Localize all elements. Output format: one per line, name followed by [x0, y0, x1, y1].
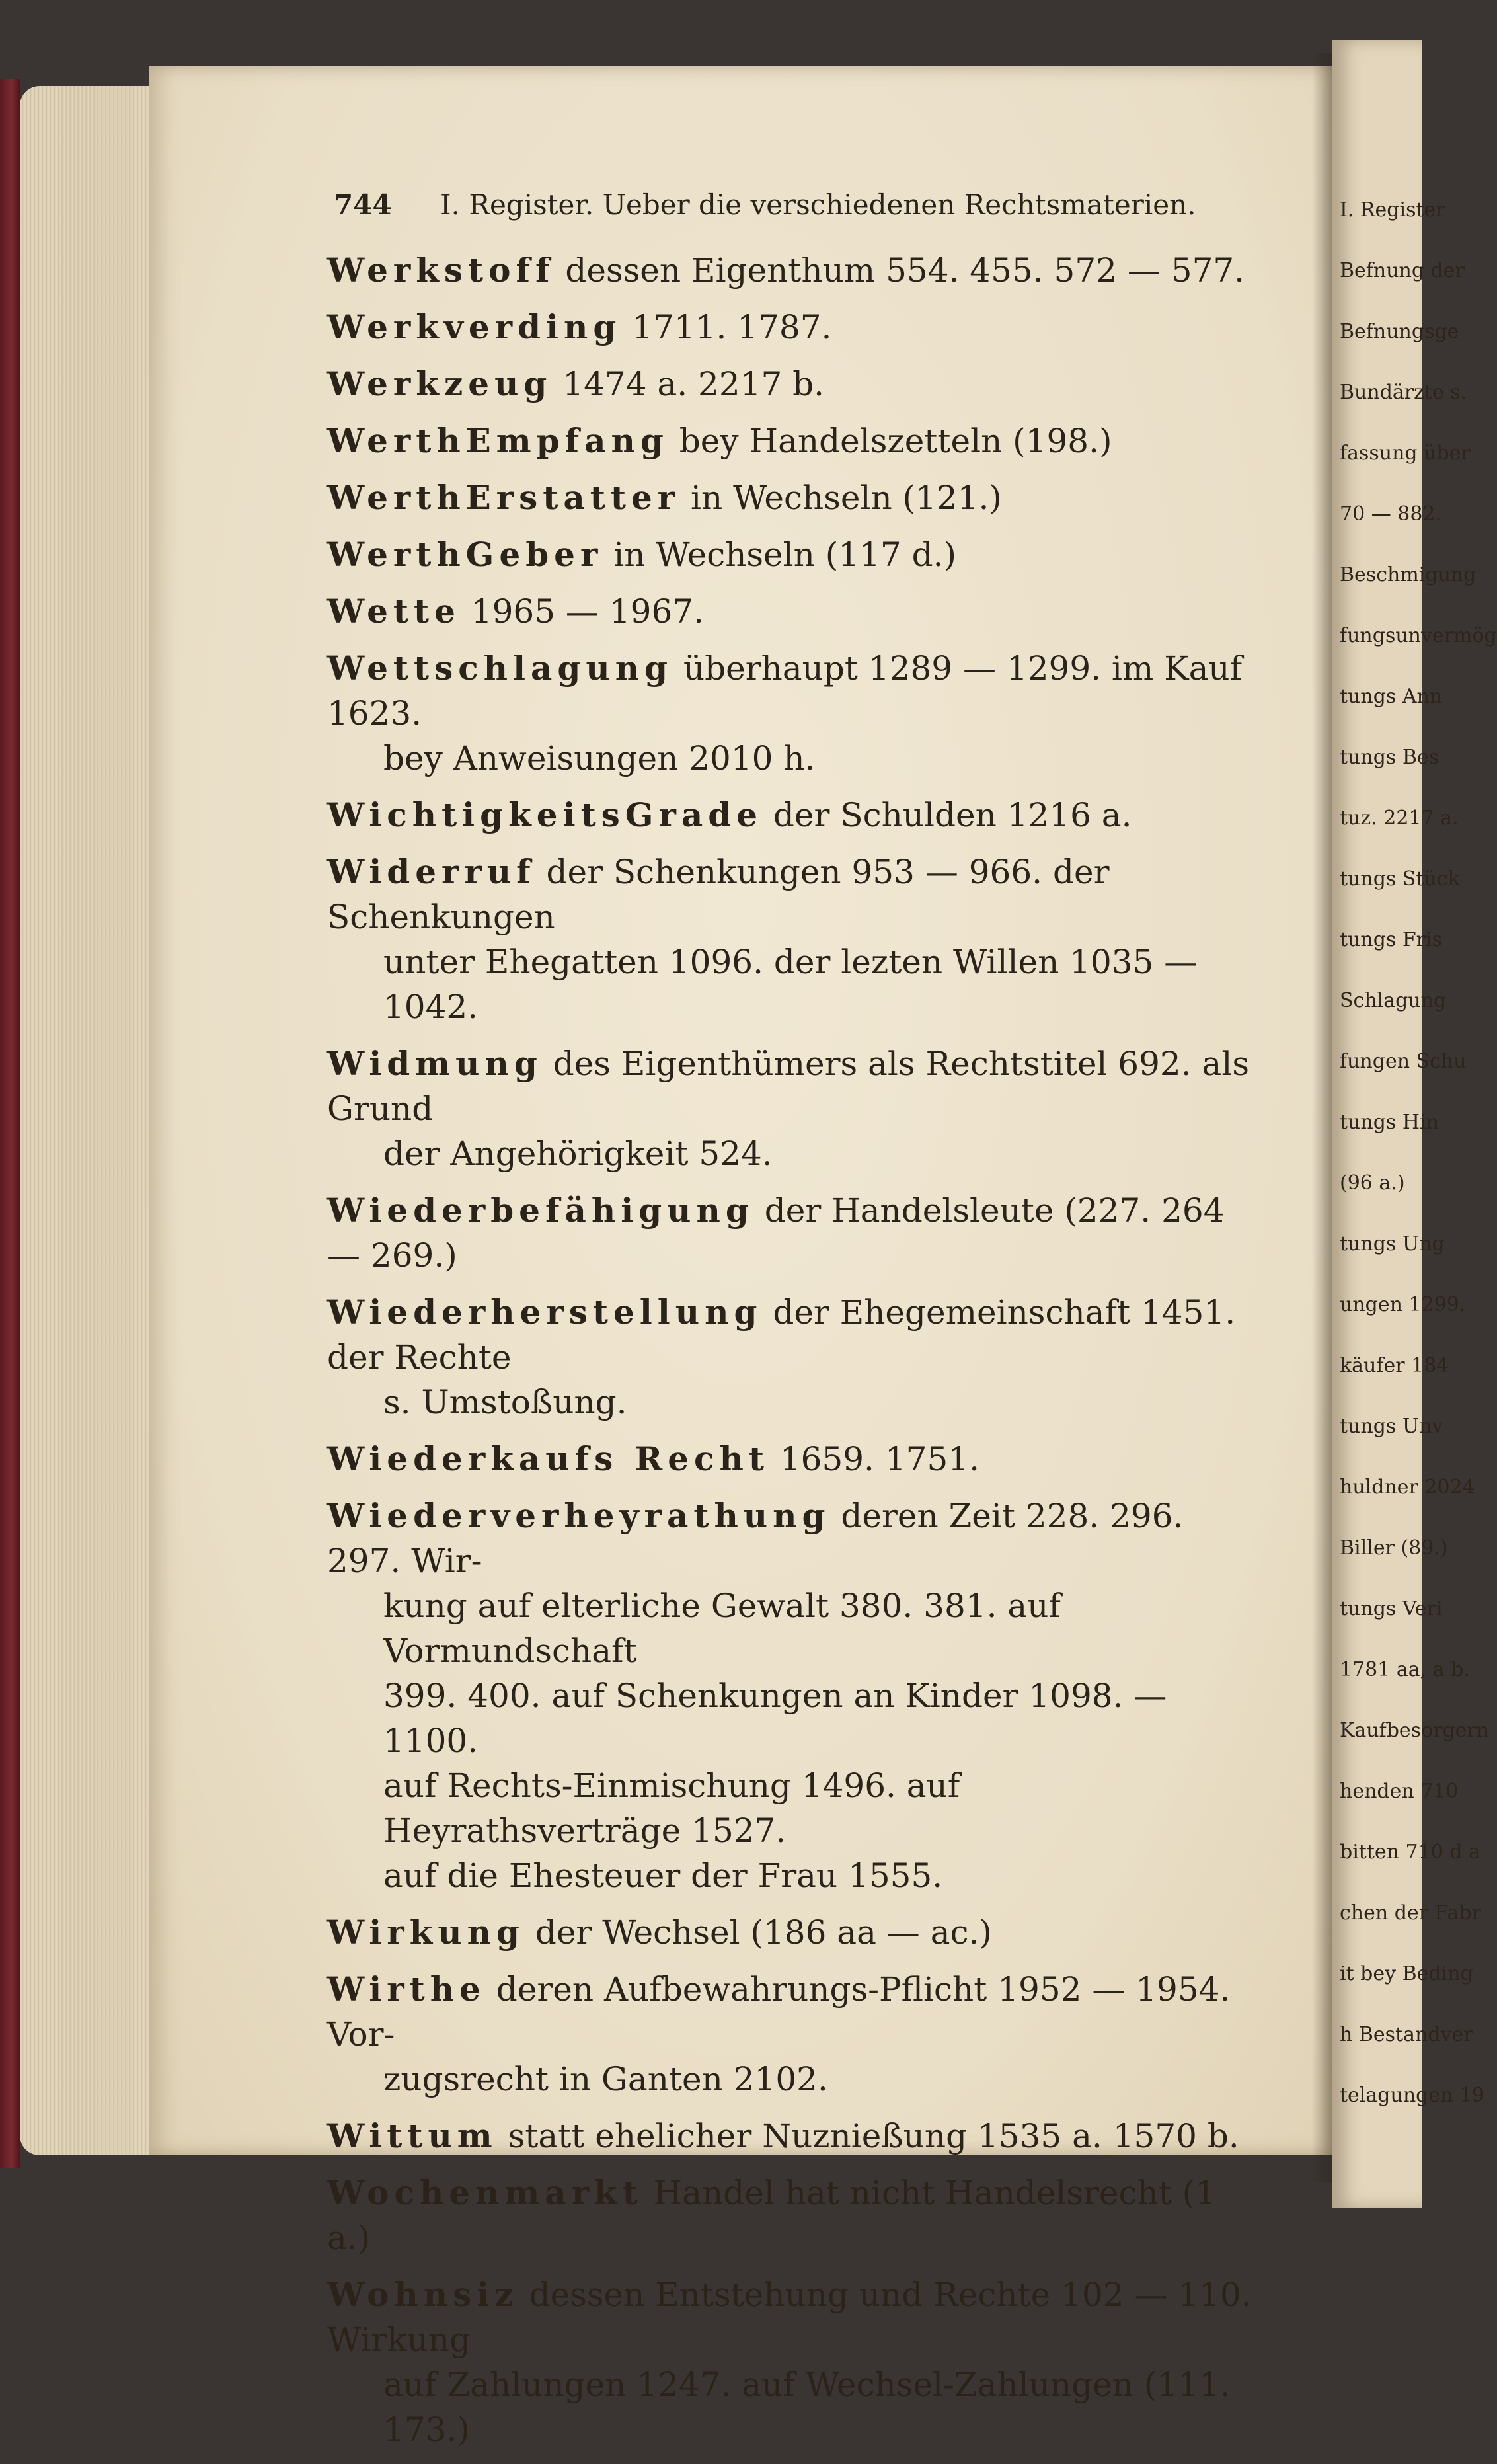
- entry-text: der Ehegemeinschaft 1451. der Rechte: [327, 1293, 1236, 1376]
- entry-continuation: 399. 400. auf Schenkungen an Kinder 1098. — 1100.: [383, 1677, 1167, 1760]
- entry-text: der Handelsleute (227. 264 — 269.): [327, 1191, 1225, 1275]
- right-page-text-fragment: 1781 aa, a b.: [1340, 1658, 1470, 1681]
- entry-text: 1711. 1787.: [621, 308, 832, 346]
- entry-continuation: auf die Ehesteuer der Frau 1555.: [383, 1856, 943, 1895]
- right-page-text-fragment: bitten 710 d a: [1340, 1841, 1480, 1864]
- entry-lemma: Wettschlagung: [327, 649, 673, 688]
- index-entry: [327, 1967, 1266, 2102]
- index-entry: [327, 850, 1266, 1029]
- entry-text: in Wechseln (117 d.): [603, 536, 956, 574]
- right-page-text-fragment: tungs Unv: [1340, 1415, 1443, 1438]
- entry-continuation: auf Zahlungen 1247. auf Wechsel-Zahlungen (111. 173.): [383, 2365, 1231, 2449]
- entry-text: des Eigenthümers als Rechtstitel 692. als Grund: [327, 1045, 1249, 1128]
- index-entry: [327, 589, 1266, 634]
- right-page-text-fragment: fungsunvermög: [1340, 624, 1497, 647]
- index-entry: [327, 362, 1266, 407]
- entry-lemma: Wittum: [327, 2116, 498, 2155]
- right-page-text-fragment: h Bestandver: [1340, 2023, 1473, 2046]
- index-entries: [327, 248, 1266, 2464]
- index-entry: [327, 305, 1266, 350]
- entry-lemma: Widerruf: [327, 852, 536, 891]
- entry-text: der Schulden 1216 a.: [763, 796, 1132, 834]
- page-number: 744: [334, 188, 392, 221]
- right-page-text-fragment: (96 a.): [1340, 1172, 1405, 1195]
- right-page-text-fragment: tungs Hin: [1340, 1111, 1439, 1134]
- right-page-text-fragment: Befnung der: [1340, 259, 1465, 282]
- index-entry: [327, 646, 1266, 781]
- right-page-text-fragment: henden 710: [1340, 1780, 1459, 1803]
- entry-lemma: Widmung: [327, 1044, 543, 1083]
- index-entry: [327, 1493, 1266, 1898]
- index-entry: [327, 532, 1266, 577]
- entry-continuation: unter Ehegatten 1096. der lezten Willen 1035 — 1042.: [383, 943, 1198, 1026]
- entry-lemma: Wiederverheyrathung: [327, 1496, 831, 1535]
- right-page-text-fragment: I. Register: [1340, 198, 1445, 221]
- entry-text: deren Zeit 228. 296. 297. Wir-: [327, 1497, 1184, 1580]
- index-entry: [327, 2170, 1266, 2260]
- index-entry: [327, 2272, 1266, 2452]
- entry-lemma: Wirkung: [327, 1913, 525, 1952]
- right-page-text-fragment: tungs Ann: [1340, 685, 1443, 708]
- entry-lemma: Wette: [327, 592, 461, 631]
- entry-text: 1474 a. 2217 b.: [552, 365, 825, 403]
- entry-text: der Wechsel (186 aa — ac.): [524, 1913, 992, 1952]
- page-edges: [20, 86, 152, 2155]
- right-page-text-fragment: Biller (89.): [1340, 1536, 1448, 1560]
- entry-text: bey Handelszetteln (198.): [668, 422, 1112, 460]
- right-page-text-fragment: Kaufbesorgern: [1340, 1719, 1490, 1742]
- entry-lemma: Wochenmarkt: [327, 2173, 643, 2212]
- right-page-text-fragment: huldner 2024: [1340, 1476, 1475, 1499]
- entry-lemma: Werkstoff: [327, 251, 555, 290]
- right-page-text-fragment: chen der Fabr: [1340, 1901, 1481, 1925]
- book-binding: [0, 79, 20, 2168]
- entry-text: dessen Eigenthum 554. 455. 572 — 577.: [555, 251, 1245, 290]
- index-entry: [327, 248, 1266, 293]
- entry-lemma: Wiederkaufs Recht: [327, 1439, 769, 1478]
- entry-continuation: zugsrecht in Ganten 2102.: [383, 2060, 828, 2098]
- right-page-text-fragment: fungen Schu: [1340, 1050, 1467, 1073]
- right-page-text-fragment: tungs Fris: [1340, 928, 1442, 951]
- right-page-text-fragment: Befnungsge: [1340, 320, 1459, 343]
- entry-text: in Wechseln (121.): [680, 479, 1002, 517]
- entry-lemma: WerthGeber: [327, 535, 603, 574]
- entry-continuation: kung auf elterliche Gewalt 380. 381. auf Vormundschaft: [383, 1587, 1061, 1670]
- right-page-fragment: [1332, 40, 1497, 2208]
- entry-lemma: Wiederherstellung: [327, 1292, 763, 1331]
- entry-text: statt ehelicher Nuznießung 1535 a. 1570 b.: [497, 2117, 1239, 2155]
- entry-lemma: Werkverding: [327, 307, 622, 346]
- entry-text: dessen Entstehung und Rechte 102 — 110. Wirkung: [327, 2276, 1252, 2359]
- entry-continuation: der Angehörigkeit 524.: [383, 1134, 773, 1173]
- entry-text: überhaupt 1289 — 1299. im Kauf 1623.: [327, 649, 1243, 733]
- index-entry: [327, 1188, 1266, 1278]
- right-page-text-fragment: Schlagung: [1340, 989, 1447, 1012]
- right-page-text-fragment: fassung über: [1340, 442, 1471, 465]
- index-entry: [327, 793, 1266, 838]
- index-entry: [327, 418, 1266, 463]
- index-entry: [327, 1910, 1266, 1955]
- running-header: [334, 188, 1213, 221]
- entry-text: Handel hat nicht Handelsrecht (1 a.): [327, 2174, 1217, 2257]
- entry-continuation: bey Anweisungen 2010 h.: [383, 739, 816, 777]
- entry-lemma: WichtigkeitsGrade: [327, 795, 763, 834]
- index-entry: [327, 1437, 1266, 1482]
- right-page-text-fragment: telagungen 19: [1340, 2084, 1485, 2107]
- right-page-text-fragment: käufer 184: [1340, 1354, 1449, 1377]
- entry-lemma: Wiederbefähigung: [327, 1191, 754, 1230]
- entry-text: 1659. 1751.: [769, 1440, 979, 1478]
- right-page-text-fragment: 70 — 882.: [1340, 502, 1442, 526]
- entry-continuation: auf Rechts-Einmischung 1496. auf Heyrathsverträge 1527.: [383, 1767, 960, 1850]
- entry-lemma: Wirthe: [327, 1969, 486, 2008]
- right-page-text-fragment: Beschmigung: [1340, 563, 1477, 586]
- entry-text: der Schenkungen 953 — 966. der Schenkungen: [327, 853, 1110, 936]
- right-page-text-fragment: tungs Bes: [1340, 746, 1439, 769]
- right-page-text-fragment: tuz. 2217 a.: [1340, 807, 1459, 830]
- entry-lemma: Wohnsiz: [327, 2275, 519, 2314]
- index-entry: [327, 1041, 1266, 1176]
- entry-text: deren Aufbewahrungs-Pflicht 1952 — 1954. Vor-: [327, 1970, 1231, 2053]
- right-page-text-fragment: tungs Veri: [1340, 1597, 1443, 1620]
- index-entry: [327, 1290, 1266, 1425]
- entry-lemma: WerthErstatter: [327, 478, 681, 517]
- right-page-text-fragment: Bundärzte s.: [1340, 381, 1467, 404]
- index-entry: [327, 2114, 1266, 2159]
- entry-continuation: s. Umstoßung.: [383, 1383, 627, 1421]
- entry-lemma: WerthEmpfang: [327, 421, 669, 460]
- right-page-text-fragment: it bey Beding: [1340, 1962, 1473, 1985]
- entry-lemma: Werkzeug: [327, 364, 553, 403]
- right-page-text-fragment: tungs Stück: [1340, 867, 1460, 891]
- right-page-text-fragment: tungs Ung: [1340, 1232, 1445, 1255]
- running-title: I. Register. Ueber die verschiedenen Rechtsmaterien.: [440, 188, 1196, 221]
- entry-text: 1965 — 1967.: [460, 592, 704, 631]
- right-page-text-fragment: ungen 1299.: [1340, 1293, 1466, 1316]
- index-entry: [327, 475, 1266, 520]
